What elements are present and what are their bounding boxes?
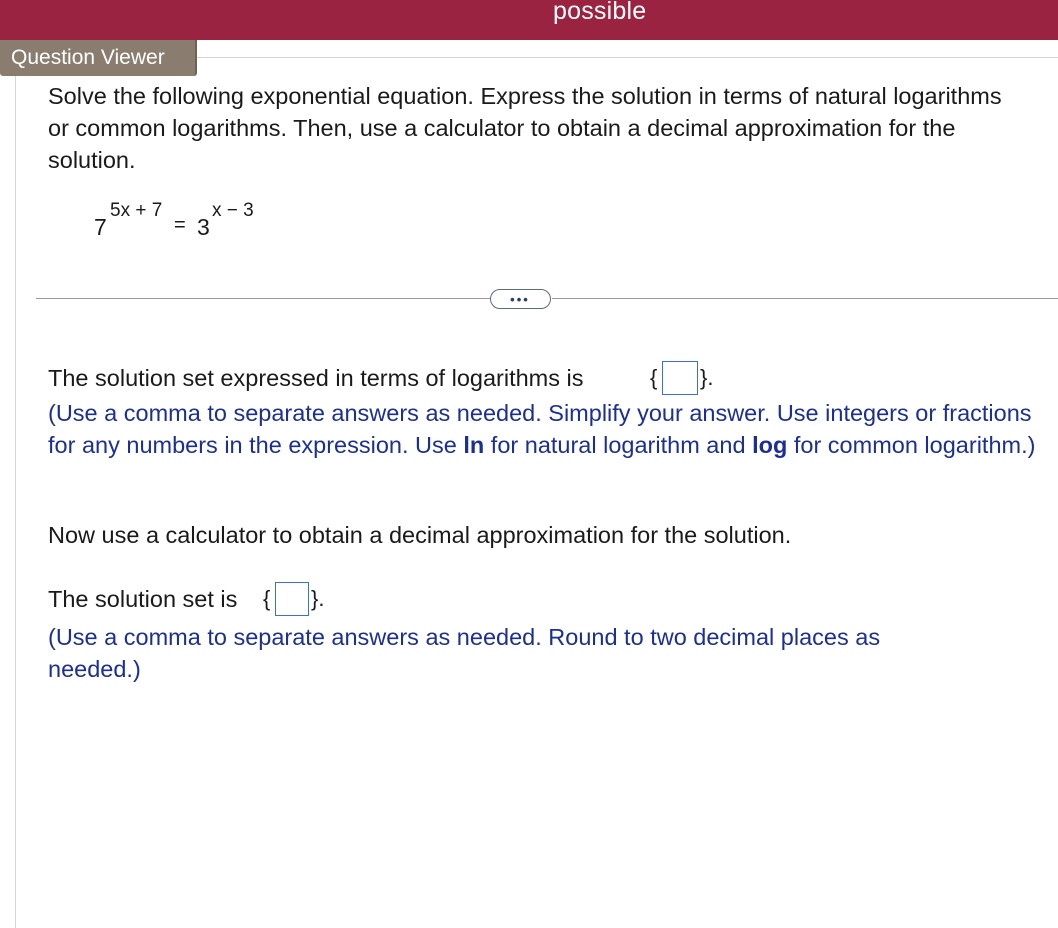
panel-left-border: [15, 76, 16, 928]
part2-text: The solution set is: [48, 586, 238, 612]
question-viewer-tab[interactable]: [0, 40, 197, 76]
part1-prompt-line: [48, 362, 584, 394]
equation-left-exponent: 5x + 7: [110, 200, 163, 221]
part1-close-brace: }.: [700, 365, 714, 390]
section-divider-right: [552, 298, 1058, 299]
part1-answer-input[interactable]: [662, 361, 698, 395]
hint-ln-keyword: ln: [463, 432, 485, 458]
more-dots-icon: •••: [510, 292, 530, 307]
equation-left-base: 7: [94, 214, 107, 240]
part1-text: The solution set expressed in terms of logarithms is: [48, 365, 584, 391]
part2-instruction: Now use a calculator to obtain a decimal approximation for the solution.: [48, 522, 792, 548]
hint-log-keyword: log: [752, 432, 788, 458]
part2-close-brace: }.: [311, 586, 325, 611]
banner-title: possible: [553, 0, 647, 25]
part1-hint: (Use a comma to separate answers as needed. Simplify your answer. Use integers or fractions for any numbers in the expression. Use ln for natural logarithm and log for common logarithm.): [48, 400, 1036, 458]
part2-open-brace: {: [263, 586, 271, 611]
part2-hint: (Use a comma to separate answers as needed. Round to two decimal places as needed.): [48, 624, 881, 682]
part1-open-brace: {: [650, 365, 658, 390]
equation-right-exponent: x − 3: [212, 200, 254, 221]
part2-answer-input[interactable]: [275, 582, 309, 616]
show-more-button[interactable]: [490, 289, 551, 309]
equation-equals: =: [174, 214, 186, 236]
equation: [94, 200, 394, 240]
question-viewer-label: Question Viewer: [11, 46, 165, 69]
question-prompt: Solve the following exponential equation. Express the solution in terms of natural logarithms or common logarithms. Then, use a calculator to obtain a decimal approximation for the solution.: [48, 83, 1002, 173]
part2-prompt-line: [48, 583, 237, 615]
section-divider-left: [36, 298, 490, 299]
top-banner: [0, 0, 1058, 40]
header-rule: [197, 57, 1058, 58]
equation-right-base: 3: [197, 214, 210, 240]
